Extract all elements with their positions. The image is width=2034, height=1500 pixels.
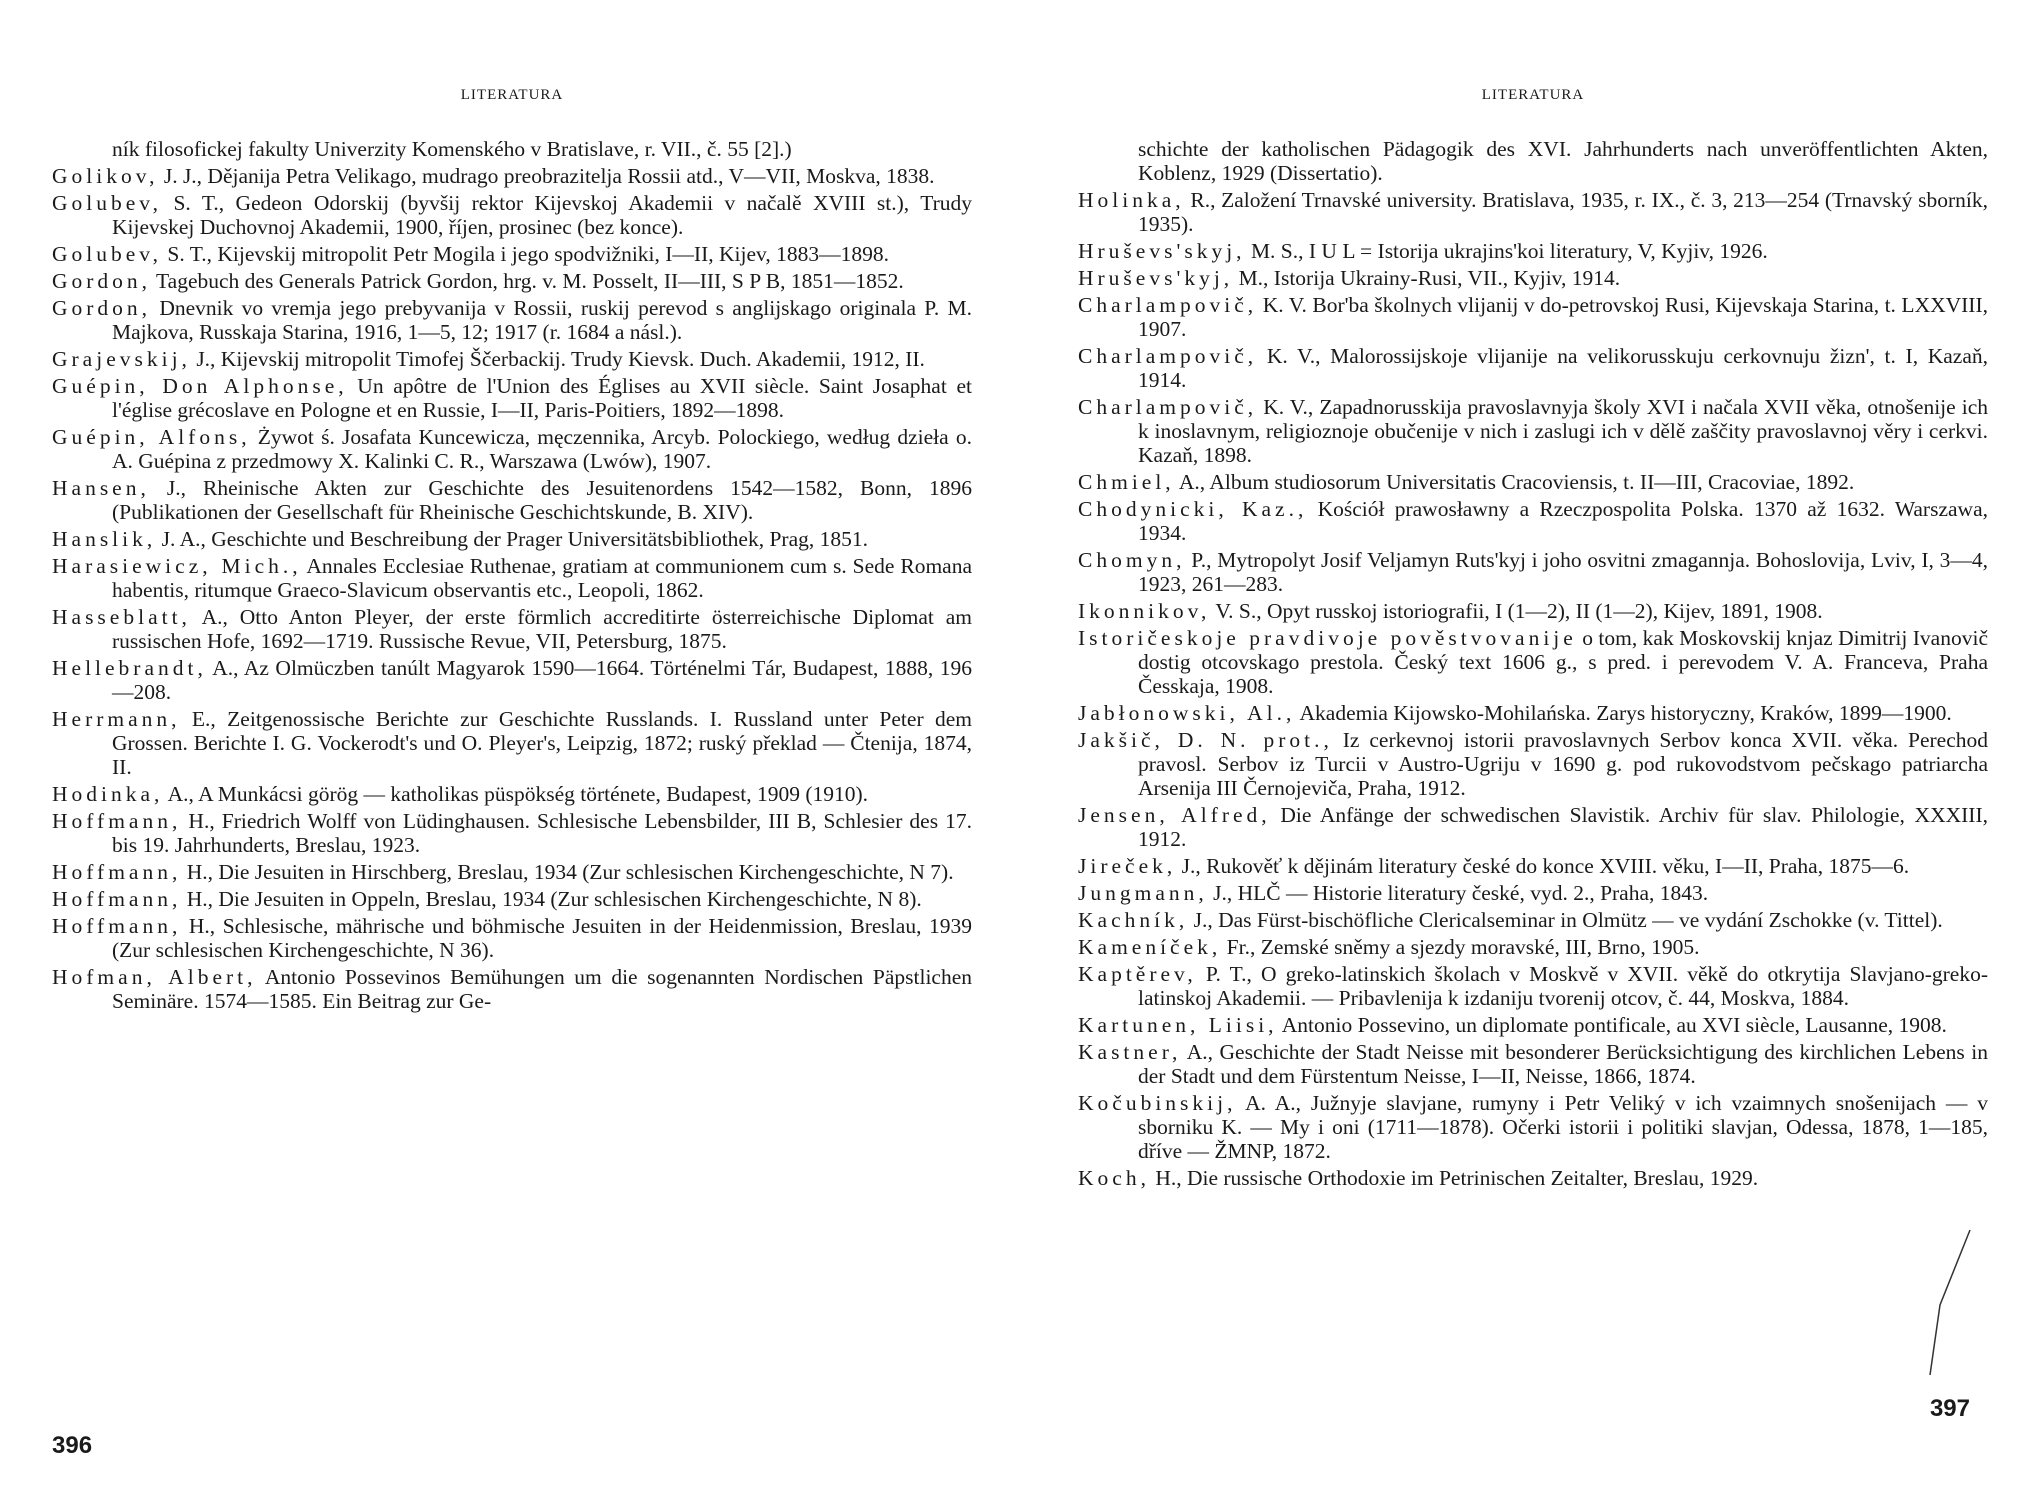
bibliography-entry: [1078, 599, 1988, 623]
entry-text: Żywot ś. Josafata Kuncewicza, męczennika, Arcyb. Polockiego, według dzieła o. A. Guépina z przedmowy X. Kalinki C. R., Warszawa (Lwów), 1907.: [112, 425, 972, 473]
entry-author: Kastner,: [1078, 1040, 1182, 1064]
bibliography-entry: [1078, 881, 1988, 905]
entry-text: A. A., Južnyje slavjane, rumyny i Petr Veliký v ich vzaimnych snošenijach — v sborniku K. — My i oni (1711—1878). Očerki istorii i politiki slavjan, Odessa, 1878, 1—185, dříve — ŽMNP, 1872.: [1138, 1091, 1988, 1163]
left-page: [52, 0, 972, 1500]
entry-text: J., Rheinische Akten zur Geschichte des Jesuitenordens 1542—1582, Bonn, 1896 (Publikationen der Gesellschaft für Rheinische Geschichtskunde, B. XIV).: [112, 476, 972, 524]
entry-author: Hanslik,: [52, 527, 157, 551]
continuation-entry: ník filosofickej fakulty Univerzity Komenského v Bratislave, r. VII., č. 55 [2].): [112, 137, 792, 161]
bibliography-entry: [52, 860, 972, 884]
bibliography-list: [1078, 137, 1988, 1193]
entry-author: Chmiel,: [1078, 470, 1175, 494]
continuation-entry: schichte der katholischen Pädagogik des XVI. Jahrhunderts nach unveröffentlichten Akten, Koblenz, 1929 (Dissertatio).: [1138, 137, 1988, 185]
page-number: 396: [52, 1432, 93, 1459]
bibliography-entry: [1078, 1091, 1988, 1163]
bibliography-entry: [1078, 395, 1988, 467]
entry-author: Charlampovič,: [1078, 344, 1258, 368]
bibliography-entry: [52, 554, 972, 602]
entry-text: Die Anfänge der schwedischen Slavistik. Archiv für slav. Philologie, XXXIII, 1912.: [1138, 803, 1988, 851]
entry-author: Jireček,: [1078, 854, 1177, 878]
entry-text: J., Kijevskij mitropolit Timofej Ščerbackij. Trudy Kievsk. Duch. Akademii, 1912, II.: [190, 347, 925, 371]
entry-text: Antonio Possevino, un diplomate pontificale, au XVI siècle, Lausanne, 1908.: [1277, 1013, 1947, 1037]
bibliography-entry: [1078, 626, 1988, 698]
entry-author: Hofman, Albert,: [52, 965, 257, 989]
entry-author: Hoffmann,: [52, 887, 182, 911]
bibliography-entry: [52, 527, 972, 551]
entry-text: H., Schlesische, mährische und böhmische Jesuiten in der Heidenmission, Breslau, 1939 (Zur schlesischen Kirchengeschichte, N 36).: [112, 914, 972, 962]
entry-author: Ikonnikov,: [1078, 599, 1211, 623]
entry-text: Akademia Kijowsko-Mohilańska. Zarys historyczny, Kraków, 1899—1900.: [1295, 701, 1952, 725]
entry-text: Iz cerkevnoj istorii pravoslavnych Serbov konca XVII. věka. Perechod pravosl. Serbov iz Turcii v Austro-Ugriju v 1690 g. pod rukovodstvom pečskago patriarcha Arsenija III Černojeviča, Praha, 1912.: [1138, 728, 1988, 800]
entry-text: Tagebuch des Generals Patrick Gordon, hrg. v. M. Posselt, II—III, S P B, 1851—1852.: [151, 269, 904, 293]
bibliography-entry: [1078, 854, 1988, 878]
entry-text: Fr., Zemské sněmy a sjezdy moravské, III, Brno, 1905.: [1221, 935, 1700, 959]
bibliography-entry: [52, 914, 972, 962]
bibliography-entry: [1078, 188, 1988, 236]
bibliography-entry: [1078, 962, 1988, 1010]
bibliography-entry: [52, 374, 972, 422]
entry-author: Holinka,: [1078, 188, 1185, 212]
entry-author: Hruševs'skyj,: [1078, 239, 1246, 263]
right-page: [1078, 0, 1988, 1500]
bibliography-entry: [52, 656, 972, 704]
entry-text: A., A Munkácsi görög — katholikas püspökség története, Budapest, 1909 (1910).: [163, 782, 869, 806]
entry-author: Chomyn,: [1078, 548, 1186, 572]
entry-author: Golubev,: [52, 191, 163, 215]
entry-author: Guépin, Alfons,: [52, 425, 251, 449]
entry-text: J., Das Fürst-bischöfliche Clericalseminar in Olmütz — ve vydání Zschokke (v. Tittel).: [1188, 908, 1943, 932]
entry-author: Hodinka,: [52, 782, 164, 806]
entry-author: Jabłonowski, Al.,: [1078, 701, 1296, 725]
entry-author: Hansen,: [52, 476, 150, 500]
bibliography-entry: [1078, 293, 1988, 341]
entry-text: H., Die russische Orthodoxie im Petrinischen Zeitalter, Breslau, 1929.: [1149, 1166, 1759, 1190]
entry-text: o tom, kak Moskovskij knjaz Dimitrij Ivanovič dostig otcovskago prestola. Český text 1606 g., s pred. i perevodem V. A. Franceva, Praha Česskaja, 1908.: [1138, 626, 1988, 698]
running-head: LITERATURA: [460, 87, 564, 103]
bibliography-entry: [52, 887, 972, 911]
entry-author: Harasiewicz, Mich.,: [52, 554, 302, 578]
entry-text: Antonio Possevinos Bemühungen um die sogenannten Nordischen Päpstlichen Seminäre. 1574—1585. Ein Beitrag zur Ge-: [112, 965, 972, 1013]
bibliography-entry: [52, 809, 972, 857]
bibliography-entry: [52, 164, 972, 188]
bibliography-entry: [52, 242, 972, 266]
entry-text: J. A., Geschichte und Beschreibung der Prager Universitätsbibliothek, Prag, 1851.: [156, 527, 869, 551]
entry-author: Hruševs'kyj,: [1078, 266, 1234, 290]
bibliography-entry: [52, 269, 972, 293]
bibliography-entry: [52, 296, 972, 344]
entry-author: Charlampovič,: [1078, 293, 1258, 317]
entry-author: Istoričeskoje pravdivoje pověstvovanije: [1078, 626, 1577, 650]
entry-author: Kachník,: [1078, 908, 1189, 932]
bibliography-entry: [52, 965, 972, 1013]
entry-author: Golikov,: [52, 164, 159, 188]
bibliography-entry: [1078, 803, 1988, 851]
entry-author: Grajevskij,: [52, 347, 191, 371]
bibliography-entry: [52, 476, 972, 524]
bibliography-entry: [1078, 548, 1988, 596]
bibliography-entry: [52, 191, 972, 239]
entry-text: J. J., Dějanija Petra Velikago, mudrago preobrazitelja Rossii atd., V—VII, Moskva, 1838.: [158, 164, 935, 188]
entry-text: P. T., O greko-latinskich školach v Moskvě v XVII. věkě do otkrytija Slavjano-greko-latinskoj Akademii. — Pribavlenija k izdaniju tvorenij otcov, č. 44, Moskva, 1884.: [1138, 962, 1988, 1010]
bibliography-entry: [52, 425, 972, 473]
bibliography-entry: [1078, 908, 1988, 932]
pencil-margin-mark: [1920, 1225, 1980, 1385]
bibliography-entry: [1078, 470, 1988, 494]
entry-author: Gordon,: [52, 296, 152, 320]
bibliography-entry: [1078, 935, 1988, 959]
bibliography-entry: [1078, 701, 1988, 725]
entry-text: Kościół prawosławny a Rzeczpospolita Polska. 1370 až 1632. Warszawa, 1934.: [1138, 497, 1988, 545]
entry-author: Chodynicki, Kaz.,: [1078, 497, 1308, 521]
entry-text: R., Založení Trnavské university. Bratislava, 1935, r. IX., č. 3, 213—254 (Trnavský sborník, 1935).: [1138, 188, 1988, 236]
entry-author: Hoffmann,: [52, 860, 182, 884]
bibliography-entry: [52, 707, 972, 779]
entry-text: E., Zeitgenossische Berichte zur Geschichte Russlands. I. Russland unter Peter dem Grossen. Berichte I. G. Vockerodt's und O. Pleyer's, Leipzig, 1872; ruský překlad — Čtenija, 1874, II.: [112, 707, 972, 779]
bibliography-entry: [52, 347, 972, 371]
entry-text: Un apôtre de l'Union des Églises au XVII siècle. Saint Josaphat et l'église grécoslave en Pologne et en Russie, I—II, Paris-Poitiers, 1892—1898.: [112, 374, 972, 422]
entry-author: Hoffmann,: [52, 914, 182, 938]
entry-author: Jakšič, D. N. prot.,: [1078, 728, 1333, 752]
entry-author: Herrmann,: [52, 707, 181, 731]
entry-text: M. S., I U L = Istorija ukrajins'koi literatury, V, Kyjiv, 1926.: [1245, 239, 1768, 263]
entry-text: A., Otto Anton Pleyer, der erste förmlich accreditirte österreichische Diplomat am russischen Hofe, 1692—1719. Russische Revue, VII, Petersburg, 1875.: [112, 605, 972, 653]
entry-text: V. S., Opyt russkoj istoriografii, I (1—2), II (1—2), Kijev, 1891, 1908.: [1210, 599, 1823, 623]
entry-author: Guépin, Don Alphonse,: [52, 374, 348, 398]
entry-text: Annales Ecclesiae Ruthenae, gratiam at communionem cum s. Sede Romana habentis, ritumque Graeco-Slavicum observantis etc., Leopoli, 1862.: [112, 554, 973, 602]
entry-author: Kameníček,: [1078, 935, 1222, 959]
entry-author: Gordon,: [52, 269, 152, 293]
entry-text: J., Rukověť k dějinám literatury české do konce XVIII. věku, I—II, Praha, 1875—6.: [1176, 854, 1910, 878]
bibliography-entry: [1078, 497, 1988, 545]
page-number: 397: [1929, 1395, 1970, 1422]
entry-text: A., Album studiosorum Universitatis Cracoviensis, t. II—III, Cracoviae, 1892.: [1174, 470, 1855, 494]
entry-text: K. V., Malorossijskoje vlijanije na velikorusskuju cerkovnuju žizn', t. I, Kazaň, 1914.: [1138, 344, 1988, 392]
bibliography-list: [52, 137, 972, 1016]
entry-text: K. V., Zapadnorusskija pravoslavnyja školy XVI i načala XVII věka, otnošenije ich k inoslavnym, religioznoje obučenije v nich i zaslugi ich v dělě zaščity pravoslavnoj věry i cerkvi. Kazaň, 1898.: [1138, 395, 1988, 467]
entry-author: Jensen, Alfred,: [1078, 803, 1271, 827]
entry-author: Kaptěrev,: [1078, 962, 1197, 986]
entry-text: A., Geschichte der Stadt Neisse mit besonderer Berücksichtigung des kirchlichen Lebens in der Stadt und dem Fürstentum Neisse, I—II, Neisse, 1866, 1874.: [1138, 1040, 1988, 1088]
entry-text: H., Die Jesuiten in Oppeln, Breslau, 1934 (Zur schlesischen Kirchengeschichte, N 8).: [181, 887, 922, 911]
entry-author: Hellebrandt,: [52, 656, 207, 680]
bibliography-entry: [1078, 728, 1988, 800]
bibliography-entry: [1078, 344, 1988, 392]
entry-text: A., Az Olmüczben tanúlt Magyarok 1590—1664. Történelmi Tár, Budapest, 1888, 196—208.: [112, 656, 972, 704]
entry-author: Charlampovič,: [1078, 395, 1258, 419]
entry-text: J., HLČ — Historie literatury české, vyd. 2., Praha, 1843.: [1207, 881, 1709, 905]
entry-text: P., Mytropolyt Josif Veljamyn Ruts'kyj i joho osvitni zmagannja. Bohoslovija, Lviv, I, 3—4, 1923, 261—283.: [1138, 548, 1988, 596]
entry-author: Hoffmann,: [52, 809, 182, 833]
entry-author: Jungmann,: [1078, 881, 1208, 905]
entry-text: K. V. Bor'ba školnych vlijanij v do-petrovskoj Rusi, Kijevskaja Starina, t. LXXVIII, 1907.: [1138, 293, 1988, 341]
bibliography-entry: [1078, 1013, 1988, 1037]
bibliography-entry: [1078, 266, 1988, 290]
bibliography-entry: [1078, 239, 1988, 263]
entry-text: S. T., Kijevskij mitropolit Petr Mogila i jego spodvižniki, I—II, Kijev, 1883—1898.: [162, 242, 889, 266]
entry-author: Hasseblatt,: [52, 605, 191, 629]
entry-text: H., Friedrich Wolff von Lüdinghausen. Schlesische Lebensbilder, III B, Schlesier des 17. bis 19. Jahrhunderts, Breslau, 1923.: [112, 809, 972, 857]
entry-author: Kartunen, Liisi,: [1078, 1013, 1278, 1037]
entry-text: H., Die Jesuiten in Hirschberg, Breslau, 1934 (Zur schlesischen Kirchengeschichte, N 7).: [181, 860, 954, 884]
entry-text: Dnevnik vo vremja jego prebyvanija v Rossii, ruskij perevod s anglijskago originala P. M. Majkova, Russkaja Starina, 1916, 1—5, 12; 1917 (r. 1684 a násl.).: [112, 296, 972, 344]
bibliography-entry: [1078, 1040, 1988, 1088]
entry-author: Golubev,: [52, 242, 163, 266]
entry-author: Kočubinskij,: [1078, 1091, 1237, 1115]
bibliography-entry: [52, 782, 972, 806]
entry-text: S. T., Gedeon Odorskij (byvšij rektor Kijevskoj Akademii v načalě XVIII st.), Trudy Kijevskej Duchovnoj Akademii, 1900, říjen, prosinec (bez konce).: [112, 191, 972, 239]
bibliography-entry: [52, 605, 972, 653]
running-head: LITERATURA: [1481, 87, 1585, 103]
entry-author: Koch,: [1078, 1166, 1150, 1190]
bibliography-entry: [1078, 1166, 1988, 1190]
entry-text: M., Istorija Ukrainy-Rusi, VII., Kyjiv, 1914.: [1233, 266, 1621, 290]
